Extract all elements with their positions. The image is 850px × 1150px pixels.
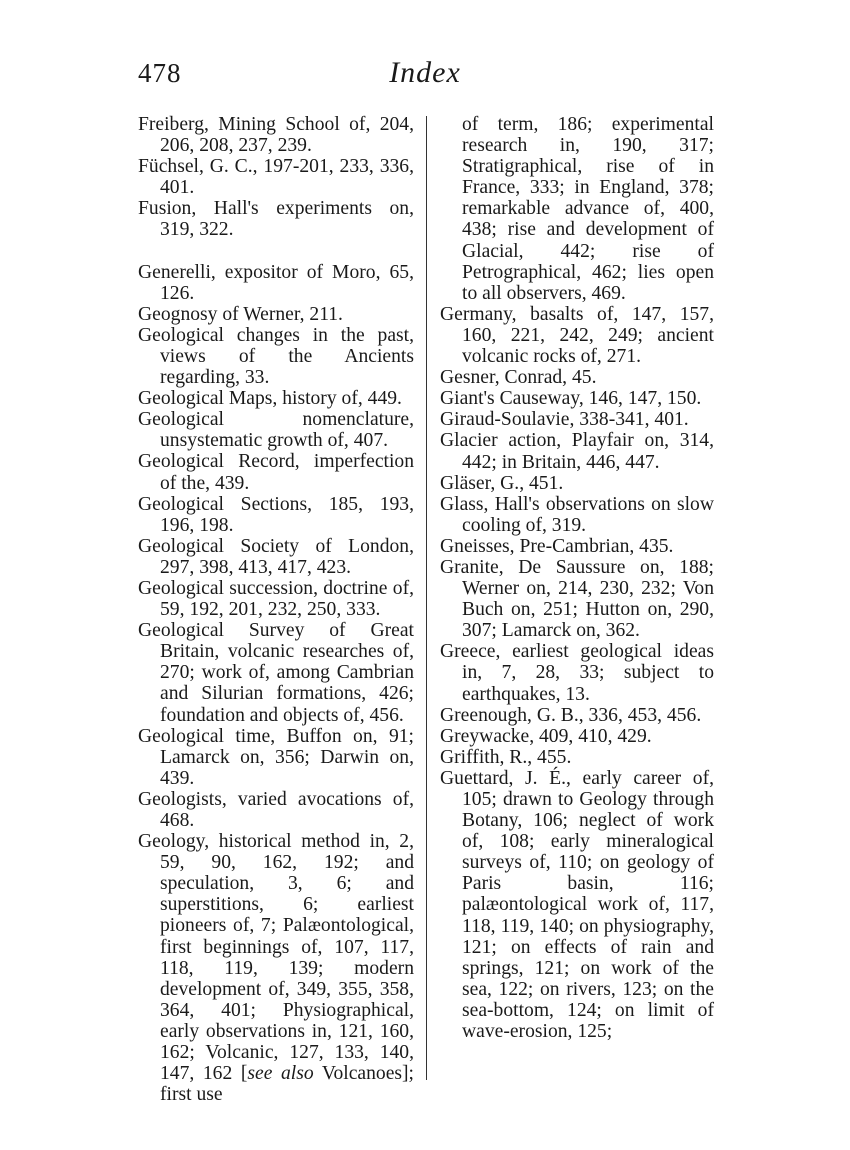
index-entry: Germany, basalts of, 147, 157, 160, 221, 242, 249; ancient volcanic rocks of, 271. bbox=[440, 303, 714, 368]
index-entry: Glass, Hall's observations on slow cooling of, 319. bbox=[440, 493, 714, 536]
index-entry: Geological changes in the past, views of the Ancients regarding, 33. bbox=[138, 324, 414, 389]
index-entry: Geological Maps, history of, 449. bbox=[138, 388, 402, 410]
index-entry: Geological Sections, 185, 193, 196, 198. bbox=[138, 493, 414, 536]
index-entry: Geological Society of London, 297, 398, 413, 417, 423. bbox=[138, 535, 414, 578]
index-entry: Geological Survey of Great Britain, volcanic researches of, 270; work of, among Cambrian and Silurian formations, 426; foundation and objects of, 456. bbox=[138, 620, 414, 726]
index-entry: Gneisses, Pre-Cambrian, 435. bbox=[440, 535, 674, 557]
right-column bbox=[440, 114, 714, 1042]
index-entry: Greywacke, 409, 410, 429. bbox=[440, 725, 652, 747]
index-entry-geology bbox=[138, 831, 414, 1105]
see-also-label: see also bbox=[247, 1063, 314, 1085]
index-entry: Fusion, Hall's experiments on, 319, 322. bbox=[138, 198, 414, 241]
index-entry: Geological time, Buffon on, 91; Lamarck on, 356; Darwin on, 439. bbox=[138, 725, 414, 789]
index-entry: Gläser, G., 451. bbox=[440, 472, 564, 494]
index-entry-continuation: of term, 186; experimental research in, 190, 317; Stratigraphical, rise of in France, 333; in England, 378; remarkable advance of, 400, 438; rise and development of Glacial, 442; rise of Petrographical, 462; lies open to all observers, 469. bbox=[462, 114, 714, 304]
index-entry: Giant's Causeway, 146, 147, 150. bbox=[440, 388, 702, 410]
entry-text: Geology, historical method in, 2, 59, 90, 162, 192; and speculation, 3, 6; and superstitions, 6; earliest pioneers of, 7; Palæontological, first beginnings of, 107, 117, 118, 119, 139; modern development of, 349, 355, 358, 364, 401; Physiographical, early observations in, 121, 160, 162; Volcanic, 127, 133, 140, 147, 162 bbox=[138, 831, 414, 1085]
index-entry: Granite, De Saussure on, 188; Werner on, 214, 230, 232; Von Buch on, 251; Hutton on, 290, 307; Lamarck on, 362. bbox=[440, 556, 714, 642]
bracket-open: [ bbox=[240, 1063, 248, 1085]
index-entry: Gesner, Conrad, 45. bbox=[440, 367, 597, 389]
column-divider bbox=[426, 116, 427, 1080]
index-entry: Greenough, G. B., 336, 453, 456. bbox=[440, 704, 702, 726]
index-entry: Geological succession, doctrine of, 59, 192, 201, 232, 250, 333. bbox=[138, 577, 414, 621]
index-entry: Geological Record, imperfection of the, 439. bbox=[138, 451, 414, 494]
see-also-target: Volcanoes]; first use bbox=[160, 1063, 415, 1106]
index-entry: Generelli, expositor of Moro, 65, 126. bbox=[138, 261, 414, 304]
index-entry: Glacier action, Playfair on, 314, 442; in Britain, 446, 447. bbox=[440, 430, 714, 473]
index-entry: Geognosy of Werner, 211. bbox=[138, 303, 343, 325]
left-column bbox=[138, 114, 414, 1105]
index-entry: Giraud-Soulavie, 338-341, 401. bbox=[440, 409, 689, 431]
index-entry: Geologists, varied avocations of, 468. bbox=[138, 788, 414, 831]
index-entry: Griffith, R., 455. bbox=[440, 746, 572, 768]
running-head: Index bbox=[389, 56, 461, 89]
index-entry: Geological nomenclature, unsystematic growth of, 407. bbox=[138, 409, 414, 452]
index-entry: Füchsel, G. C., 197-201, 233, 336, 401. bbox=[138, 156, 414, 199]
page-number: 478 bbox=[138, 58, 182, 88]
index-entry: Greece, earliest geological ideas in, 7, 28, 33; subject to earthquakes, 13. bbox=[440, 641, 714, 705]
index-entry: Freiberg, Mining School of, 204, 206, 208, 237, 239. bbox=[138, 114, 414, 157]
index-entry: Guettard, J. É., early career of, 105; drawn to Geology through Botany, 106; neglect of work of, 108; early mineralogical surveys of, 110; on geology of Paris basin, 116; palæontological work of, 117, 118, 119, 140; on physiography, 121; on effects of rain and springs, 121; on work of the sea, 122; on rivers, 123; on the sea-bottom, 124; on limit of wave-erosion, 125; bbox=[440, 767, 714, 1043]
